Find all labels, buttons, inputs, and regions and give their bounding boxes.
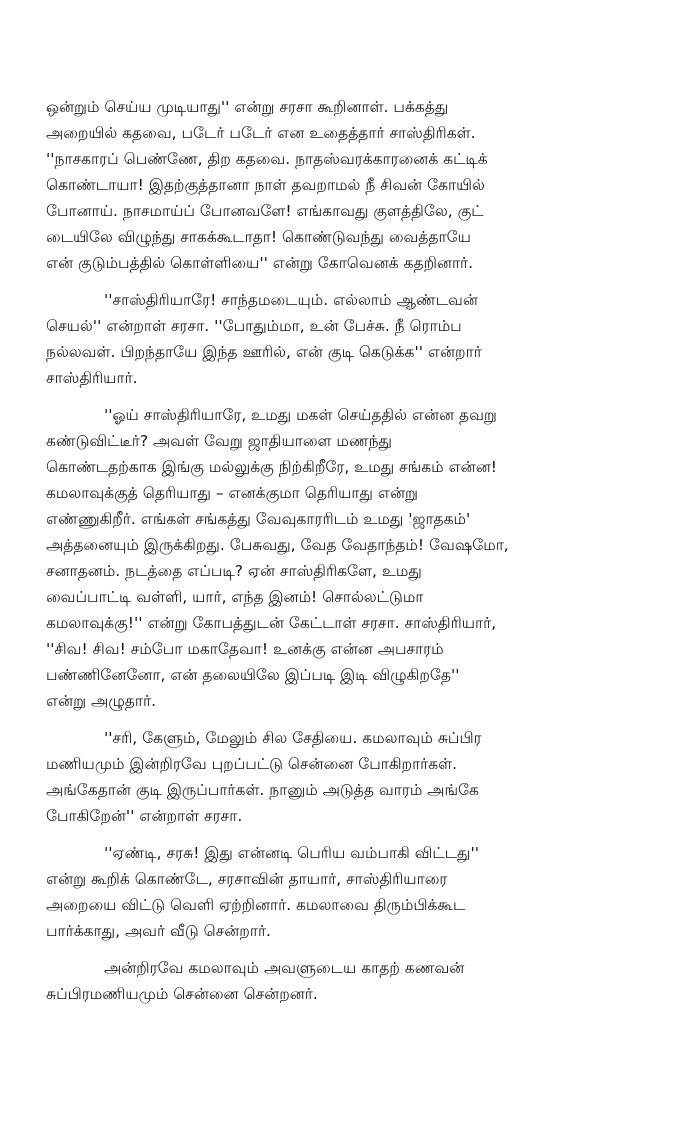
paragraph-5 xyxy=(46,840,674,944)
text-line: எண்ணுகிறீர். எங்கள் சங்கத்து வேவுகாரரிடம் உமது 'ஜாதகம்' xyxy=(46,510,471,528)
text-line: சுப்பிரமணியமும் சென்னை சென்றனர். xyxy=(46,985,318,1003)
text-line: என் குடும்பத்தில் கொள்ளியை'' என்று கோவெனக் கதறினார். xyxy=(46,254,474,272)
text-line: மணியமும் இன்றிரவே புறப்பட்டு சென்னை போகிறார்கள். xyxy=(46,755,458,773)
text-line: அன்றிரவே கமலாவும் அவளுடைய காதற் கணவன் xyxy=(104,959,465,977)
text-line: வைப்பாட்டி வள்ளி, யார், எந்த இனம்! சொல்லட்டுமா xyxy=(46,588,424,606)
text-line: அத்தனையும் இருக்கிறது. பேசுவது, வேத வேதாந்தம்! வேஷமோ, xyxy=(46,536,509,554)
document-page xyxy=(46,94,674,1018)
paragraph-4 xyxy=(46,725,674,829)
paragraph-6 xyxy=(46,955,674,1007)
text-line: சனாதனம். நடத்தை எப்படி? ஏன் சாஸ்திரிகளே, உமது xyxy=(46,562,422,580)
text-line: பண்ணினேனோ, என் தலையிலே இப்படி இடி விழுகிறதே'' xyxy=(46,666,460,684)
text-line: அறையில் கதவை, படேர் படேர் என உதைத்தார் சாஸ்திரிகள். xyxy=(46,124,476,142)
text-line: செயல்'' என்றாள் சரசா. ''போதும்மா, உன் பேச்சு. நீ ரொம்ப xyxy=(46,317,462,335)
text-line: கமலாவுக்குத் தெரியாது – எனக்குமா தெரியாது என்று xyxy=(46,484,418,502)
text-line: போனாய். நாசமாய்ப் போனவளே! எங்காவது குளத்திலே, குட் xyxy=(46,202,484,220)
text-line: சாஸ்திரியார். xyxy=(46,369,138,387)
text-line: ஒன்றும் செய்ய முடியாது'' என்று சரசா கூறினாள். பக்கத்து xyxy=(46,98,449,116)
paragraph-2 xyxy=(46,287,674,391)
text-line: என்று கூறிக் கொண்டே, சரசாவின் தாயார், சாஸ்திரியாரை xyxy=(46,870,448,888)
text-line: பார்க்காது, அவர் வீடு சென்றார். xyxy=(46,922,271,940)
paragraph-1 xyxy=(46,94,674,276)
text-line: அங்கேதான் குடி இருப்பார்கள். நானும் அடுத்த வாரம் அங்கே xyxy=(46,781,479,799)
text-line: போகிறேன்'' என்றாள் சரசா. xyxy=(46,807,243,825)
text-line: ''சிவ! சிவ! சம்போ மகாதேவா! உனக்கு என்ன அபசாரம் xyxy=(46,640,444,658)
text-line: ''நாசகாரப் பெண்ணே, திற கதவை. நாதஸ்வரக்காரனைக் கட்டிக் xyxy=(46,150,488,168)
text-line: கண்டுவிட்டீர்? அவள் வேறு ஜாதியாளை மணந்து xyxy=(46,432,393,450)
text-line: என்று அழுதார். xyxy=(46,692,157,710)
text-line: ''சாஸ்திரியாரே! சாந்தமடையும். எல்லாம் ஆண்டவன் xyxy=(104,291,478,309)
text-line: ''ஏண்டி, சரசு! இது என்னடி பெரிய வம்பாகி விட்டது'' xyxy=(104,844,480,862)
text-line: கமலாவுக்கு!'' என்று கோபத்துடன் கேட்டாள் சரசா. சாஸ்திரியார், xyxy=(46,614,497,632)
paragraph-3 xyxy=(46,402,674,714)
text-line: அறையை விட்டு வெளி ஏற்றினார். கமலாவை திரும்பிக்கூட xyxy=(46,896,466,914)
text-line: டையிலே விழுந்து சாகக்கூடாதா! கொண்டுவந்து வைத்தாயே xyxy=(46,228,471,246)
text-line: கொண்டதற்காக இங்கு மல்லுக்கு நிற்கிறீரே, உமது சங்கம் என்ன! xyxy=(46,458,497,476)
text-line: ''சரி, கேளும், மேலும் சில சேதியை. கமலாவும் சுப்பிர xyxy=(104,729,482,747)
text-line: நல்லவள். பிறந்தாயே இந்த ஊரில், என் குடி கெடுக்க'' என்றார் xyxy=(46,343,482,361)
text-line: கொண்டாயா! இதற்குத்தானா நாள் தவறாமல் நீ சிவன் கோயில் xyxy=(46,176,485,194)
text-line: ''ஓய் சாஸ்திரியாரே, உமது மகள் செய்ததில் என்ன தவறு xyxy=(104,406,497,424)
